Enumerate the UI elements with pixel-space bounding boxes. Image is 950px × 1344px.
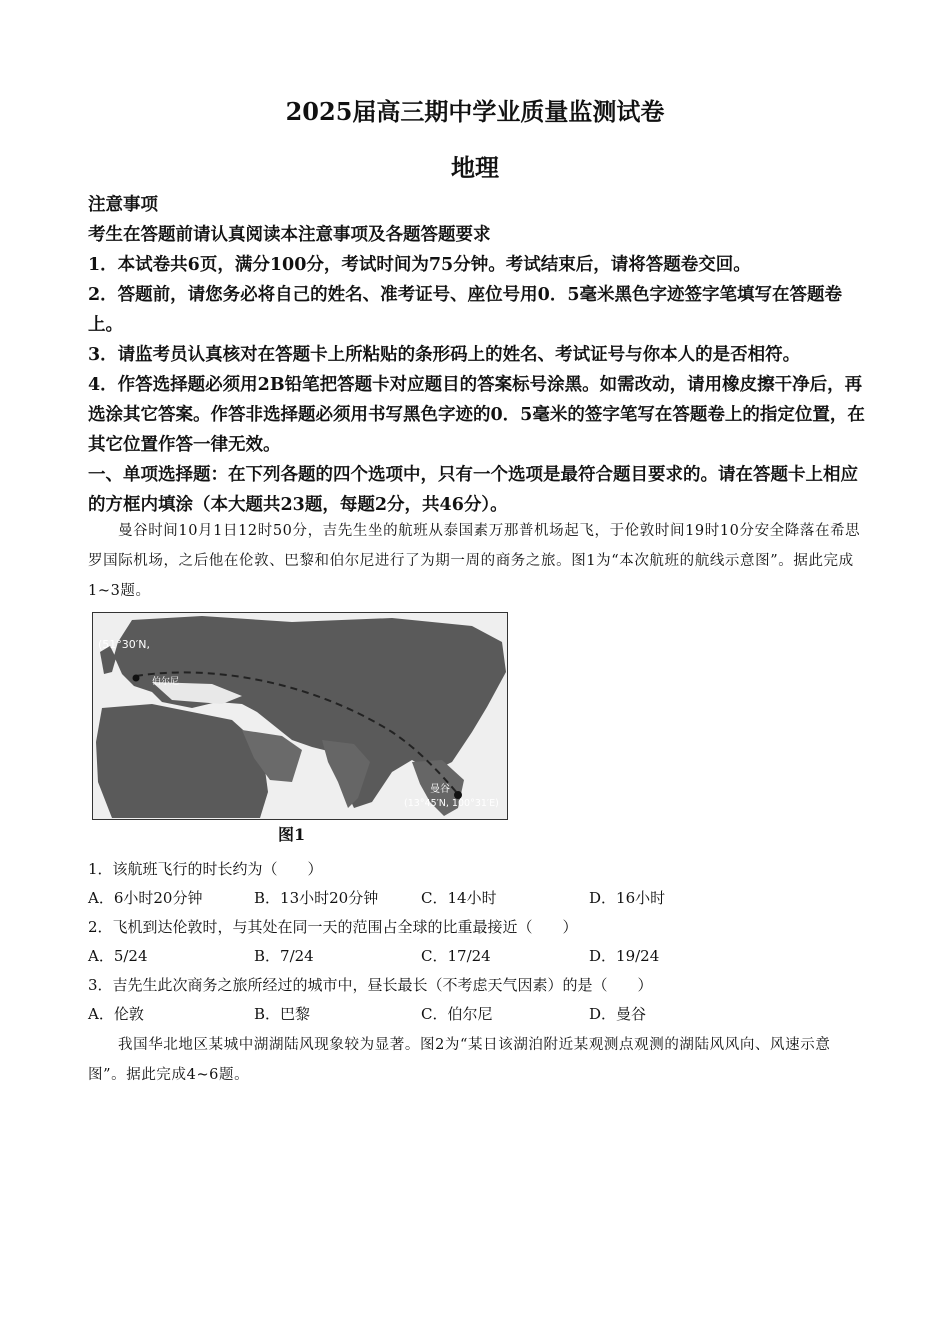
route-map	[92, 612, 508, 820]
bangkok-coord-label: (13°45′N, 100°31′E)	[404, 798, 499, 809]
q2-option-b: B．7/24	[254, 947, 314, 965]
q1-option-d: D．16小时	[589, 889, 666, 907]
section-heading: 一、单项选择题：在下列各题的四个选项中，只有一个选项是最符合题目要求的。请在答题卡上相应的方框内填涂（本大题共23题，每题2分，共46分）。	[88, 465, 858, 515]
q1-option-a: A．6小时20分钟	[88, 889, 203, 907]
figure-1-caption: 图1	[278, 825, 306, 844]
london-coord-label: (51°30′N,	[98, 638, 151, 651]
q3-option-a: A．伦敦	[88, 1005, 144, 1023]
notice-item-3: 3．请监考员认真核对在答题卡上所粘贴的条形码上的姓名、考试证号与你本人的是否相符。	[88, 345, 801, 365]
notice-item-1: 1．本试卷共6页，满分100分，考试时间为75分钟。考试结束后，请将答题卷交回。	[88, 255, 751, 275]
london-marker	[133, 675, 140, 682]
passage-2: 我国华北地区某城中湖湖陆风现象较为显著。图2为“某日该湖泊附近某观测点观测的湖陆风风向、风速示意图”。据此完成4~6题。	[88, 1037, 831, 1083]
subject-title: 地理	[451, 153, 499, 182]
question-1-stem: 1．该航班飞行的时长约为（ ）	[88, 860, 323, 878]
q3-option-d: D．曼谷	[589, 1005, 647, 1023]
q1-option-c: C．14小时	[421, 889, 497, 907]
q2-option-c: C．17/24	[421, 947, 491, 965]
bangkok-label: 曼谷	[430, 784, 450, 795]
notice-heading: 注意事项	[88, 195, 158, 215]
question-2-stem: 2．飞机到达伦敦时，与其处在同一天的范围占全球的比重最接近（ ）	[88, 918, 578, 936]
exam-title: 2025届高三期中学业质量监测试卷	[285, 97, 665, 126]
notice-lead: 考生在答题前请认真阅读本注意事项及各题答题要求	[88, 225, 491, 245]
notice-item-4: 4．作答选择题必须用2B铅笔把答题卡对应题目的答案标号涂黑。如需改动，请用橡皮擦干净后，再选涂其它答案。作答非选择题必须用书写黑色字迹的0．5毫米的签字笔写在答题卷上的指定位置，在其它位置作答一律无效。	[88, 375, 865, 455]
notice-item-2: 2．答题前，请您务必将自己的姓名、准考证号、座位号用0．5毫米黑色字迹签字笔填写在答题卷上。	[88, 285, 843, 335]
q3-option-b: B．巴黎	[254, 1005, 311, 1023]
q2-option-d: D．19/24	[589, 947, 660, 965]
passage-1: 曼谷时间10月1日12时50分，吉先生坐的航班从泰国素万那普机场起飞，于伦敦时间19时10分安全降落在希思罗国际机场，之后他在伦敦、巴黎和伯尔尼进行了为期一周的商务之旅。图1为“本次航班的航线示意图”。据此完成1~3题。	[88, 523, 861, 599]
question-3-stem: 3．吉先生此次商务之旅所经过的城市中，昼长最长（不考虑天气因素）的是（ ）	[88, 976, 653, 994]
bern-label: 伯尔尼	[152, 677, 180, 687]
q2-option-a: A．5/24	[88, 947, 148, 965]
q1-option-b: B．13小时20分钟	[254, 889, 379, 907]
q3-option-c: C．伯尔尼	[421, 1005, 493, 1023]
